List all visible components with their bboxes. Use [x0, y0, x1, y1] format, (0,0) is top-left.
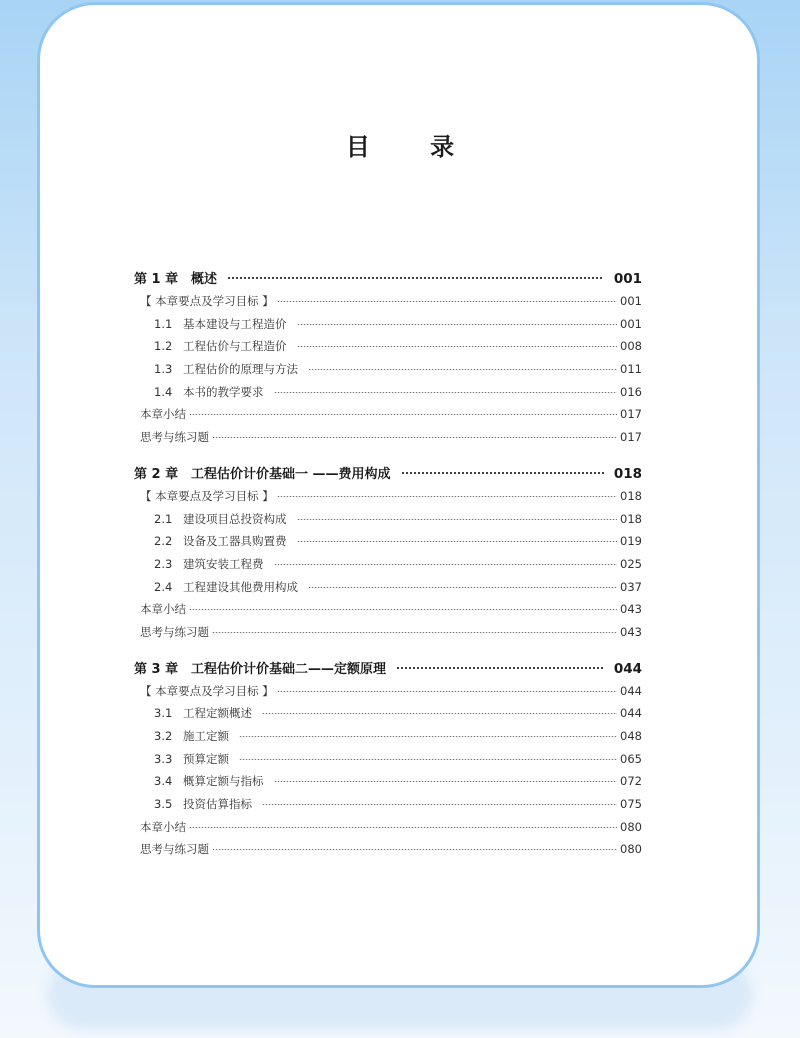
- chapter-aux-entry[interactable]: [134, 403, 642, 426]
- section-number: 1.4: [154, 384, 173, 399]
- dot-leader: [277, 691, 617, 692]
- dot-leader: [212, 849, 617, 850]
- entry-title: 投资估算指标: [183, 797, 252, 812]
- entry-title: 本书的教学要求: [183, 384, 264, 399]
- dot-leader: [401, 472, 604, 474]
- page-number: 080: [620, 819, 642, 834]
- page-number: 011: [620, 362, 642, 377]
- chapter-aux-entry[interactable]: [134, 426, 642, 449]
- entry-title: 概算定额与指标: [183, 774, 264, 789]
- page-number: 072: [620, 774, 642, 789]
- dot-leader: [396, 667, 604, 669]
- chapter-number: 第 2 章: [134, 466, 179, 482]
- dot-leader: [262, 713, 617, 714]
- page-number: 080: [620, 842, 642, 857]
- dot-leader: [308, 587, 617, 588]
- page-title: 目 录: [345, 132, 481, 161]
- page-number: 017: [620, 430, 642, 445]
- section-number: 1.2: [154, 339, 173, 354]
- dot-leader: [212, 632, 617, 633]
- chapter-title: 工程估价计价基础二——定额原理: [191, 661, 387, 677]
- chapter-aux-entry[interactable]: [134, 621, 642, 644]
- page-number: 043: [620, 624, 642, 639]
- chapter-aux-entry[interactable]: [134, 290, 642, 313]
- chapter-number: 第 1 章: [134, 272, 179, 287]
- chapter-aux-entry[interactable]: [134, 680, 642, 703]
- page-number: 044: [620, 683, 642, 698]
- chapter-aux-entry[interactable]: [134, 598, 642, 621]
- entry-title: 【 本章要点及学习目标 】: [140, 488, 274, 503]
- dot-leader: [297, 519, 618, 520]
- section-entry[interactable]: [134, 530, 642, 553]
- section-entry[interactable]: [134, 770, 642, 793]
- chapter-block: [134, 268, 642, 449]
- chapter-number: 第 3 章: [134, 661, 179, 677]
- chapter-title: 概述: [191, 272, 218, 287]
- page-number: 017: [620, 407, 642, 422]
- page-number: 018: [620, 511, 642, 526]
- dot-leader: [274, 564, 618, 565]
- section-entry[interactable]: [134, 793, 642, 816]
- entry-title: 基本建设与工程造价: [183, 316, 287, 331]
- dot-leader: [274, 392, 618, 393]
- dot-leader: [277, 496, 617, 497]
- chapter-block: [134, 658, 642, 862]
- entry-title: 建筑安装工程费: [183, 556, 264, 571]
- chapter-aux-entry[interactable]: [134, 816, 642, 839]
- section-entry[interactable]: [134, 508, 642, 531]
- page-number: 065: [620, 751, 642, 766]
- section-number: 3.1: [154, 706, 173, 721]
- chapter-heading[interactable]: [134, 463, 642, 485]
- chapter-title: 工程估价计价基础一 ——费用构成: [191, 466, 391, 482]
- section-number: 2.1: [154, 511, 173, 526]
- entry-title: 工程估价与工程造价: [183, 339, 287, 354]
- page-number: 044: [613, 660, 642, 677]
- dot-leader: [262, 804, 617, 805]
- page-number: 044: [620, 706, 642, 721]
- page-number: 043: [620, 602, 642, 617]
- section-entry[interactable]: [134, 358, 642, 381]
- dot-leader: [212, 437, 617, 438]
- dot-leader: [297, 346, 618, 347]
- entry-title: 思考与练习题: [140, 430, 209, 445]
- page-number: 048: [620, 729, 642, 743]
- chapter-aux-entry[interactable]: [134, 838, 642, 861]
- section-entry[interactable]: [134, 553, 642, 576]
- page-number: 037: [620, 579, 642, 594]
- dot-leader: [277, 301, 617, 302]
- section-number: 1.3: [154, 362, 173, 377]
- chapter-heading[interactable]: [134, 658, 642, 680]
- entry-title: 【 本章要点及学习目标 】: [140, 683, 274, 698]
- entry-title: 建设项目总投资构成: [183, 511, 287, 526]
- entry-title: 【 本章要点及学习目标 】: [140, 294, 274, 308]
- section-number: 2.2: [154, 534, 173, 549]
- dot-leader: [297, 541, 618, 542]
- section-number: 2.3: [154, 556, 173, 571]
- entry-title: 本章小结: [140, 819, 186, 834]
- entry-title: 工程估价的原理与方法: [183, 362, 298, 377]
- entry-title: 预算定额: [183, 751, 229, 766]
- page-number: 001: [620, 316, 642, 331]
- section-entry[interactable]: [134, 725, 642, 748]
- page-number: 075: [620, 797, 642, 812]
- section-entry[interactable]: [134, 702, 642, 725]
- entry-title: 思考与练习题: [140, 842, 209, 857]
- page-number: 018: [620, 488, 642, 503]
- dot-leader: [189, 827, 617, 828]
- entry-title: 施工定额: [183, 729, 229, 743]
- chapter-aux-entry[interactable]: [134, 485, 642, 508]
- dot-leader: [239, 759, 617, 760]
- section-entry[interactable]: [134, 748, 642, 771]
- dot-leader: [274, 781, 618, 782]
- entry-title: 思考与练习题: [140, 624, 209, 639]
- dot-leader: [189, 414, 617, 415]
- section-number: 3.4: [154, 774, 173, 789]
- section-entry[interactable]: [134, 381, 642, 404]
- dot-leader: [189, 609, 617, 610]
- dot-leader: [239, 736, 617, 737]
- section-number: 3.3: [154, 751, 173, 766]
- chapter-block: [134, 463, 642, 644]
- table-of-contents: [134, 268, 642, 875]
- page-number: 025: [620, 556, 642, 571]
- dot-leader: [227, 277, 604, 279]
- page-number: 016: [620, 384, 642, 399]
- section-entry[interactable]: [134, 313, 642, 336]
- section-entry[interactable]: [134, 576, 642, 599]
- page-number: 001: [613, 271, 642, 287]
- section-entry[interactable]: [134, 335, 642, 358]
- section-number: 2.4: [154, 579, 173, 594]
- dot-leader: [308, 369, 617, 370]
- section-number: 1.1: [154, 316, 173, 331]
- entry-title: 设备及工器具购置费: [183, 534, 287, 549]
- entry-title: 工程建设其他费用构成: [183, 579, 298, 594]
- page-number: 018: [613, 465, 642, 482]
- section-number: 3.2: [154, 729, 173, 743]
- chapter-heading[interactable]: [134, 268, 642, 290]
- dot-leader: [297, 324, 618, 325]
- entry-title: 工程定额概述: [183, 706, 252, 721]
- page-number: 001: [620, 294, 642, 308]
- page-number: 019: [620, 534, 642, 549]
- section-number: 3.5: [154, 797, 173, 812]
- entry-title: 本章小结: [140, 602, 186, 617]
- entry-title: 本章小结: [140, 407, 186, 422]
- page-number: 008: [620, 339, 642, 354]
